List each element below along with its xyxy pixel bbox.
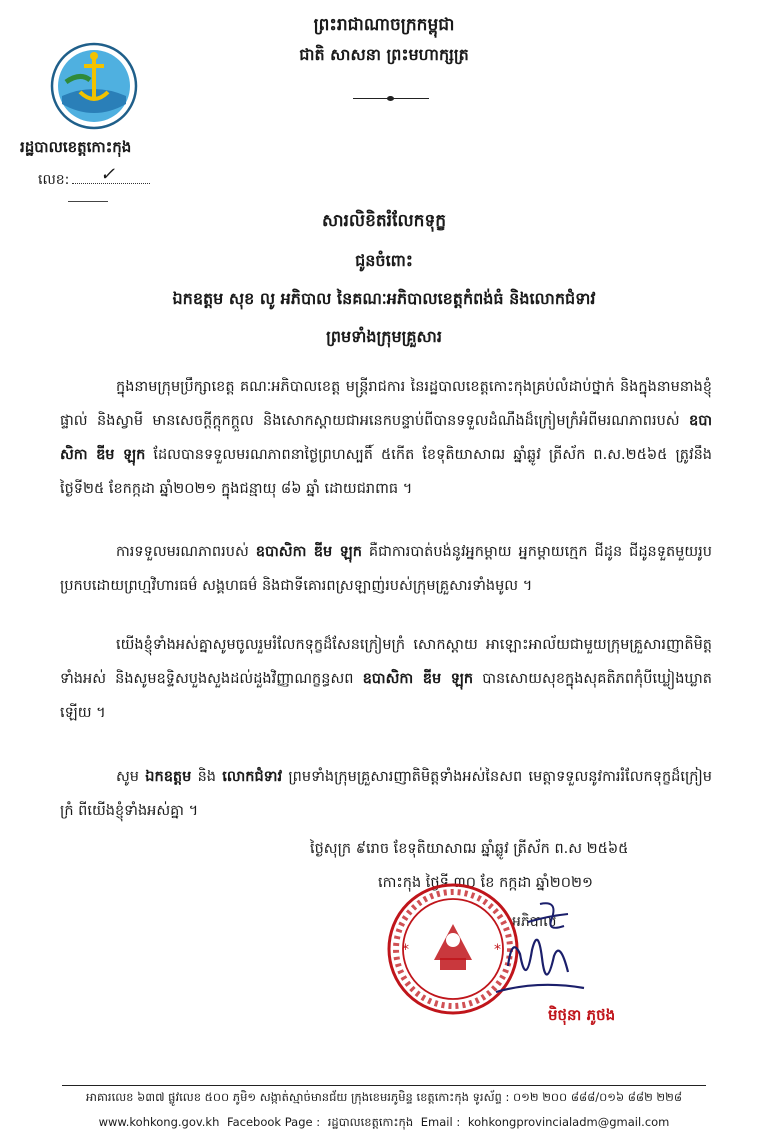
- footer-divider: [62, 1085, 706, 1086]
- provincial-logo: [50, 42, 138, 130]
- paragraph-text: និង: [197, 769, 216, 785]
- svg-text:*: *: [402, 942, 409, 958]
- deceased-name: ឧបាសិកា ឌីម ឡុក: [255, 544, 362, 560]
- sender-admin-name: រដ្ឋបាលខេត្តកោះកុង: [20, 138, 132, 156]
- deceased-name: ឧបាសិកា ឌីម ឡុក: [362, 671, 474, 687]
- paragraph-text: បានសោយសុខក្នុងសុគតិភពកុំបីឃ្លៀងឃ្លាតឡើយ ។: [60, 671, 713, 721]
- reference-mark: ✓: [100, 164, 116, 185]
- body-paragraph-3: [60, 628, 712, 730]
- recipient-line: ឯកឧត្តម សុខ លូ អភិបាល នៃគណៈអភិបាលខេត្តកំពង់ធំ និងលោកជំទាវ: [172, 289, 596, 308]
- paragraph-text: ដែលបានទទួលមរណភាពនាថ្ងៃព្រហស្បតិ៍ ៥កើត ខែទុតិយាសាឍ ឆ្នាំឆ្លូវ ត្រីស័ក ព.ស.២៥៦៥ ត្រូវនឹងថ្ងៃទី២៥ ខែកក្កដា ឆ្នាំ២០២១ ក្នុងជន្មាយុ ៨៦ ឆ្នាំ ដោយជរាពាធ ។: [60, 447, 713, 497]
- signatory-title: អភិបាល: [512, 914, 557, 930]
- paragraph-text: ព្រមទាំងក្រុមគ្រួសារញាតិមិត្តទាំងអស់នៃសព មេត្តាទទួលនូវការរំលែកទុក្ខដ៏ក្រៀមក្រំ ពីយើងខ្ញុំទាំងអស់គ្នា ។: [60, 769, 712, 819]
- ornament-divider: [353, 96, 429, 102]
- facebook-label: Facebook Page :: [227, 1115, 321, 1129]
- reference-number: [38, 164, 150, 191]
- letter-type-title: សារលិខិតរំលែកទុក្ខ: [321, 211, 447, 231]
- footer-contacts: [0, 1115, 768, 1132]
- website-link[interactable]: www.kohkong.gov.kh: [98, 1115, 220, 1129]
- facebook-page[interactable]: រដ្ឋបាលខេត្តកោះកុង: [327, 1115, 414, 1129]
- handwritten-signature: [468, 896, 588, 1008]
- signer-name: មិថុនា ភូថង: [548, 1006, 616, 1024]
- deceased-name: ឧបាសិកា ឌីម ឡុក: [60, 413, 713, 463]
- paragraph-text: ក្នុងនាមក្រុមប្រឹក្សាខេត្ត គណៈអភិបាលខេត្ត មន្ត្រីរាជការ នៃរដ្ឋបាលខេត្តកោះកុងគ្រប់លំដាប់ថ្នាក់ និងក្នុងនាមនាងខ្ញុំផ្ទាល់ និងស្វាមី មានសេចក្តីក្តុកក្តួល និងសោកស្តាយជាអនេកបន្ទាប់ពីបានទទួលដំណឹងដ៏ក្រៀមក្រំអំពីមរណភាពរបស់: [60, 379, 712, 429]
- honorific-name: ឯកឧត្តម: [145, 769, 192, 785]
- body-paragraph-2: [60, 535, 712, 603]
- lunar-date: ថ្ងៃសុក្រ ៩រោច ខែទុតិយាសាឍ ឆ្នាំឆ្លូវ ត្រីស័ក ព.ស ២៥៦៥: [310, 841, 629, 857]
- honorific-name: លោកជំទាវ: [222, 769, 283, 785]
- paragraph-text: ការទទួលមរណភាពរបស់: [116, 544, 249, 560]
- body-paragraph-1: [60, 370, 712, 506]
- recipient-family-line: ព្រមទាំងក្រុមគ្រួសារ: [326, 327, 442, 346]
- kingdom-heading: ព្រះរាជាណាចក្រកម្ពុជា: [313, 15, 455, 35]
- email-address[interactable]: kohkongprovincialadm@gmail.com: [467, 1115, 670, 1129]
- email-label: Email :: [420, 1115, 461, 1129]
- reference-label: លេខ:: [38, 172, 70, 188]
- svg-text:*: *: [494, 942, 501, 958]
- addressed-to: ជូនចំពោះ: [355, 251, 413, 270]
- footer-address: អាគារលេខ ៦៣៧ ផ្លូវលេខ ៥០០ ភូមិ១ សង្កាត់ស្មាច់មានជ័យ ក្រុងខេមរភូមិន្ទ ខេត្តកោះកុង ទូរស័ព្ទ : ០១២ ២០០ ៨៨៨/០១៦ ៨៨២ ២២៨: [86, 1090, 682, 1104]
- paragraph-text: សូម: [116, 769, 140, 785]
- national-motto: ជាតិ សាសនា ព្រះមហាក្សត្រ: [299, 45, 469, 64]
- paragraph-text: យើងខ្ញុំទាំងអស់គ្នាសូមចូលរួមរំលែកទុក្ខដ៏សែនក្រៀមក្រំ សោកស្តាយ អាឡោះអាល័យជាមួយក្រុមគ្រួសារញាតិមិត្តទាំងអស់ និងសូមឧទ្ទិសបួងសួងដល់ដួងវិញ្ញាណក្ខន្ធសព: [60, 637, 712, 687]
- short-divider: [68, 201, 108, 202]
- solar-date: កោះកុង ថ្ងៃទី ៣០ ខែ កក្កដា ឆ្នាំ២០២១: [378, 875, 593, 891]
- body-paragraph-4: [60, 760, 712, 828]
- paragraph-text: គឺជាការបាត់បង់នូវអ្នកម្តាយ អ្នកម្តាយក្មេក ជីដូន ជីដូនទួតមួយរូបប្រកបដោយព្រហ្មវិហារធម៌ សង្គហធម៌ និងជាទីគោរពស្រឡាញ់របស់ក្រុមគ្រួសារទាំងមូល ។: [60, 544, 712, 594]
